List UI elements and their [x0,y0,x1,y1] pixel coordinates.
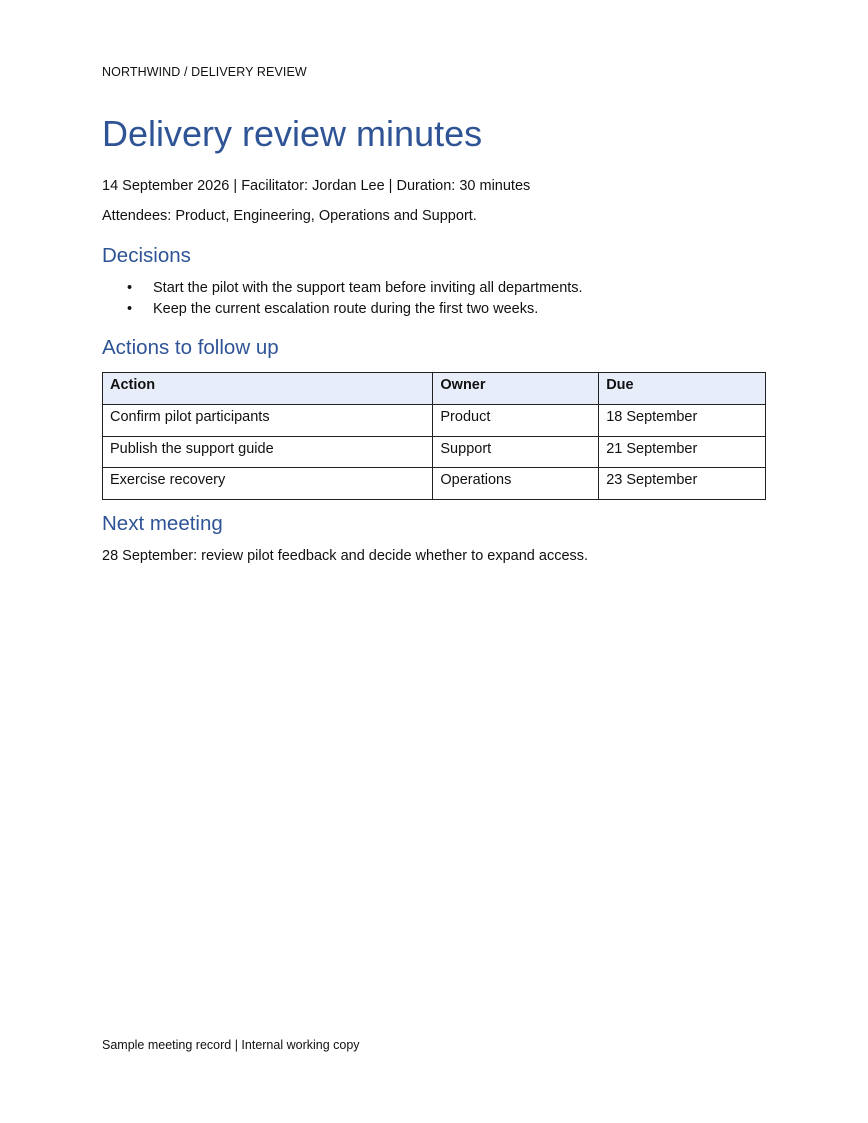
due-cell: 23 September [599,468,766,500]
attendees-line: Attendees: Product, Engineering, Operations and Support. [102,208,477,224]
next-meeting-text: 28 September: review pilot feedback and decide whether to expand access. [102,548,589,564]
table-header-row [103,373,766,405]
owner-cell: Support [433,436,599,468]
running-header: NORTHWIND / DELIVERY REVIEW [102,65,307,79]
actions-heading: Actions to follow up [102,336,279,359]
list-item [102,299,583,320]
decisions-list [102,278,583,320]
table-row [103,468,766,500]
action-cell: Publish the support guide [103,436,433,468]
decisions-heading: Decisions [102,244,191,267]
page-footer: Sample meeting record | Internal working copy [102,1038,360,1052]
column-header-action: Action [103,373,433,405]
list-item [102,278,583,299]
action-cell: Exercise recovery [103,468,433,500]
owner-cell: Product [433,405,599,437]
decision-text: Start the pilot with the support team before inviting all departments. [153,280,583,296]
due-cell: 21 September [599,436,766,468]
next-meeting-heading: Next meeting [102,512,223,535]
document-page [102,0,766,1123]
owner-cell: Operations [433,468,599,500]
page-title: Delivery review minutes [102,113,483,154]
table-row [103,436,766,468]
table-row [103,405,766,437]
due-cell: 18 September [599,405,766,437]
column-header-due: Due [599,373,766,405]
actions-table [102,372,766,500]
meeting-meta: 14 September 2026 | Facilitator: Jordan Lee | Duration: 30 minutes [102,178,531,194]
column-header-owner: Owner [433,373,599,405]
decision-text: Keep the current escalation route during the first two weeks. [153,301,539,317]
action-cell: Confirm pilot participants [103,405,433,437]
bullet-icon: • [127,301,133,317]
bullet-icon: • [127,280,133,296]
